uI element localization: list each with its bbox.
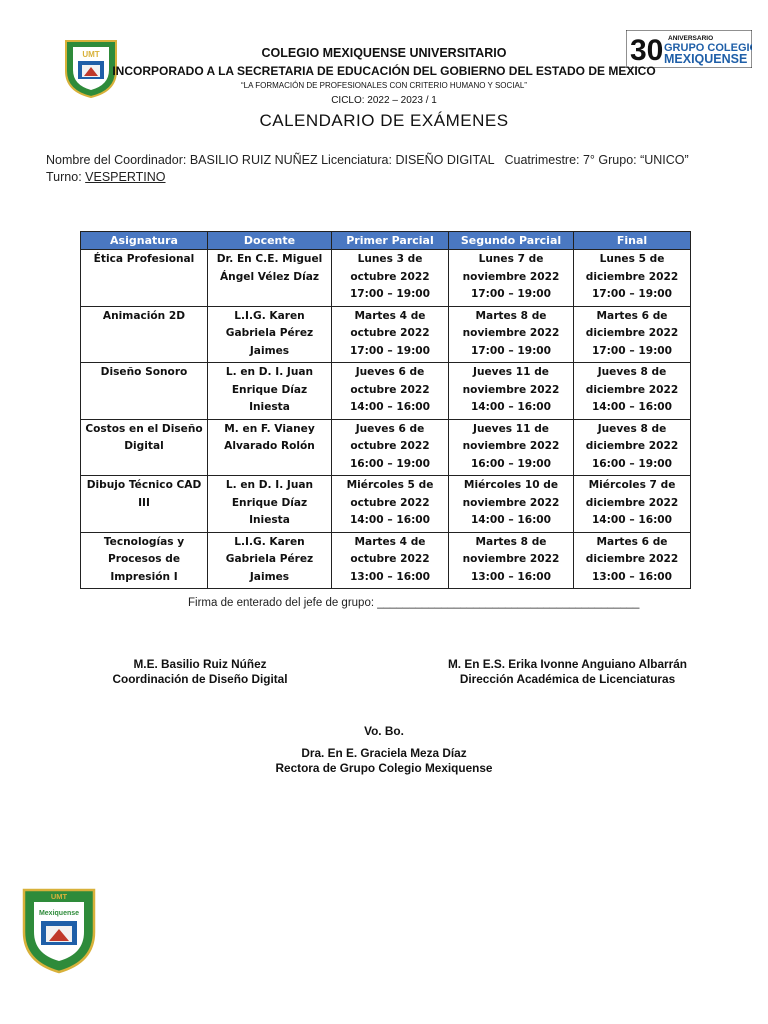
cell-docente: Dr. En C.E. Miguel Ángel Vélez Díaz: [208, 250, 332, 307]
anniversary-number: 30: [630, 34, 664, 67]
table-row: [81, 306, 691, 363]
cell-primer-parcial: Martes 4 de octubre 2022 13:00 – 16:00: [332, 532, 449, 589]
cell-asignatura: Diseño Sonoro: [81, 363, 208, 420]
table-row: [81, 532, 691, 589]
cell-segundo-parcial: Jueves 11 de noviembre 2022 14:00 – 16:00: [449, 363, 574, 420]
cell-primer-parcial: Martes 4 de octubre 2022 17:00 – 19:00: [332, 306, 449, 363]
cell-segundo-parcial: Miércoles 10 de noviembre 2022 14:00 – 16:00: [449, 476, 574, 533]
column-header-final: Final: [574, 232, 691, 250]
cell-segundo-parcial: Jueves 11 de noviembre 2022 16:00 – 19:00: [449, 419, 574, 476]
academic-director-signature: [425, 657, 710, 686]
coordinator-signature: [90, 657, 310, 686]
cell-final: Martes 6 de diciembre 2022 17:00 – 19:00: [574, 306, 691, 363]
rector-signature: [0, 746, 768, 775]
incorporation-line: INCORPORADO A LA SECRETARIA DE EDUCACIÓN DEL GOBIERNO DEL ESTADO DE MEXICO: [112, 64, 656, 78]
cell-segundo-parcial: Martes 8 de noviembre 2022 17:00 – 19:00: [449, 306, 574, 363]
turno-label: Turno:: [46, 170, 82, 184]
anniversary-bottom: MEXIQUENSE: [664, 52, 748, 66]
cell-docente: M. en F. Vianey Alvarado Rolón: [208, 419, 332, 476]
rector-role: Rectora de Grupo Colegio Mexiquense: [275, 760, 493, 775]
umt-logo-bottom: [18, 886, 100, 974]
cell-final: Martes 6 de diciembre 2022 13:00 – 16:00: [574, 532, 691, 589]
cell-primer-parcial: Miércoles 5 de octubre 2022 14:00 – 16:00: [332, 476, 449, 533]
cell-final: Jueves 8 de diciembre 2022 16:00 – 19:00: [574, 419, 691, 476]
cell-final: Miércoles 7 de diciembre 2022 14:00 – 16:00: [574, 476, 691, 533]
table-row: [81, 363, 691, 420]
column-header-docente: Docente: [208, 232, 332, 250]
rector-name: Dra. En E. Graciela Meza Díaz: [301, 746, 467, 760]
table-header-row: [81, 232, 691, 250]
turno-line: [46, 170, 166, 184]
column-header-primer-parcial: Primer Parcial: [332, 232, 449, 250]
table-row: [81, 476, 691, 533]
cell-asignatura: Tecnologías y Procesos de Impresión I: [81, 532, 208, 589]
vobo-label: Vo. Bo.: [364, 724, 404, 738]
motto: “LA FORMACIÓN DE PROFESIONALES CON CRITERIO HUMANO Y SOCIAL”: [241, 81, 527, 90]
table-row: [81, 250, 691, 307]
cell-docente: L.I.G. Karen Gabriela Pérez Jaimes: [208, 532, 332, 589]
cell-final: Lunes 5 de diciembre 2022 17:00 – 19:00: [574, 250, 691, 307]
cell-segundo-parcial: Martes 8 de noviembre 2022 13:00 – 16:00: [449, 532, 574, 589]
bottom-arc-text: Mexiquense: [38, 910, 80, 917]
academic-director-role: Dirección Académica de Licenciaturas: [459, 671, 676, 686]
cell-final: Jueves 8 de diciembre 2022 14:00 – 16:00: [574, 363, 691, 420]
column-header-asignatura: Asignatura: [81, 232, 208, 250]
table-row: [81, 419, 691, 476]
cell-docente: L.I.G. Karen Gabriela Pérez Jaimes: [208, 306, 332, 363]
bottom-umt-initials: UMT: [50, 892, 68, 901]
cell-primer-parcial: Lunes 3 de octubre 2022 17:00 – 19:00: [332, 250, 449, 307]
turno-value: VESPERTINO: [85, 170, 166, 184]
academic-director-name: M. En E.S. Erika Ivonne Anguiano Albarrán: [447, 657, 688, 671]
coordinator-name: M.E. Basilio Ruiz Núñez: [133, 657, 267, 671]
cell-primer-parcial: Jueves 6 de octubre 2022 16:00 – 19:00: [332, 419, 449, 476]
anniversary-mid: GRUPO COLEGIO: [664, 42, 752, 54]
page-title: CALENDARIO DE EXÁMENES: [259, 111, 509, 130]
coordinator-info: Nombre del Coordinador: BASILIO RUIZ NUÑEZ Licenciatura: DISEÑO DIGITAL Cuatrimestre: 7° Grupo: “UNICO”: [46, 153, 689, 167]
cell-docente: L. en D. I. Juan Enrique Díaz Iniesta: [208, 363, 332, 420]
exam-calendar-table: [80, 231, 691, 589]
cycle: CICLO: 2022 – 2023 / 1: [331, 95, 437, 106]
cell-asignatura: Costos en el Diseño Digital: [81, 419, 208, 476]
cell-primer-parcial: Jueves 6 de octubre 2022 14:00 – 16:00: [332, 363, 449, 420]
cell-segundo-parcial: Lunes 7 de noviembre 2022 17:00 – 19:00: [449, 250, 574, 307]
anniversary-top: ANIVERSARIO: [668, 35, 714, 42]
institution-name: COLEGIO MEXIQUENSE UNIVERSITARIO: [261, 46, 507, 60]
umt-initials: UMT: [82, 50, 100, 59]
cell-docente: L. en D. I. Juan Enrique Díaz Iniesta: [208, 476, 332, 533]
column-header-segundo-parcial: Segundo Parcial: [449, 232, 574, 250]
group-leader-signature-line: Firma de enterado del jefe de grupo: _________________________________________: [188, 597, 640, 609]
cell-asignatura: Ética Profesional: [81, 250, 208, 307]
cell-asignatura: Dibujo Técnico CAD III: [81, 476, 208, 533]
cell-asignatura: Animación 2D: [81, 306, 208, 363]
coordinator-role: Coordinación de Diseño Digital: [112, 671, 288, 686]
